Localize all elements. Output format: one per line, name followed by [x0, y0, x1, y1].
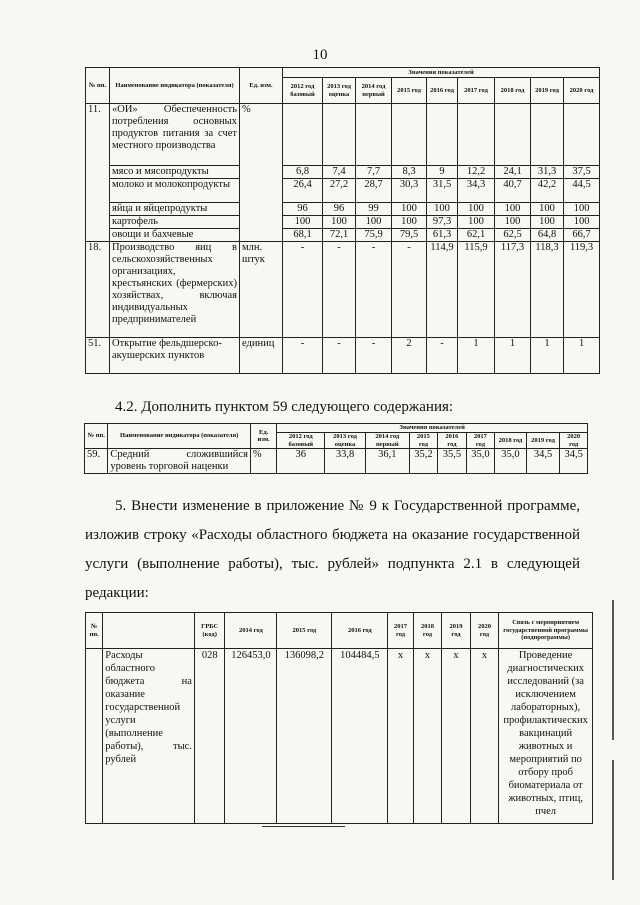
value-cell: 35,5 [438, 449, 467, 474]
value-cell: 36 [277, 449, 325, 474]
value-cell: - [283, 338, 323, 374]
year-header: 2019 год [531, 78, 564, 104]
row-number: 11. [86, 104, 110, 242]
row-number: 51. [86, 338, 110, 374]
value-cell: 42,2 [531, 179, 564, 203]
value-cell: 33,8 [325, 449, 366, 474]
year-header: 2015 год [277, 613, 332, 649]
value-cell: 100 [458, 203, 495, 216]
value-cell: 62,5 [495, 229, 531, 242]
value-cell: 6,8 [283, 166, 323, 179]
value-cell: - [323, 242, 356, 338]
col-num-header: № пп. [86, 613, 103, 649]
sub-item-label: молоко и молокопродукты [110, 179, 240, 203]
paragraph-5: 5. Внести изменение в приложение № 9 к Государственной программе, изложив строку «Расходы областного бюджета на оказание государственной услуги (выполнение работы), тыс. рублей» подпункта 2.1 в следующей редакции: [85, 498, 580, 601]
year-header: 2018 год [413, 613, 442, 649]
value-cell: x [388, 649, 413, 824]
value-cell: 100 [495, 203, 531, 216]
program-link: Проведение диагностических исследований (за исключением лабораторных), профилактических вакцинаций животных и мероприятий по отбору проб биоматериала от животных, птиц, пчел [499, 649, 593, 824]
table-row [86, 179, 600, 203]
page-number: 10 [312, 47, 328, 63]
indicators-table [85, 67, 600, 374]
year-header: 2018 год [495, 78, 531, 104]
value-cell: 31,5 [427, 179, 458, 203]
year-header: 2020 год [560, 433, 588, 449]
value-cell: - [323, 338, 356, 374]
col-unit-header: Ед. изм. [240, 68, 283, 104]
value-cell: 66,7 [564, 229, 600, 242]
value-cell: 100 [427, 203, 458, 216]
table-row [86, 104, 600, 166]
table-row [85, 449, 588, 474]
table-row [86, 338, 600, 374]
value-cell: 7,4 [323, 166, 356, 179]
value-cell: 9 [427, 166, 458, 179]
row-number: 18. [86, 242, 110, 338]
sub-item-label: яйца и яйцепродукты [110, 203, 240, 216]
col-name-header: Наименование индикатора (показателя) [108, 424, 251, 449]
year-header: 2016 год [427, 78, 458, 104]
indicator-name: Открытие фельдшерско-акушерских пунктов [110, 338, 240, 374]
value-cell: x [413, 649, 442, 824]
value-cell: 100 [283, 216, 323, 229]
value-cell: 62,1 [458, 229, 495, 242]
expense-name: Расходы областного бюджета на оказание государственной услуги (выполнение работы), тыс. рублей [103, 649, 195, 824]
indicator-59-table [84, 423, 588, 474]
col-name-header [103, 613, 195, 649]
values-group-header: Значения показателей [283, 68, 600, 78]
table-row [86, 242, 600, 338]
value-cell: - [356, 338, 392, 374]
sub-item-label: овощи и бахчевые [110, 229, 240, 242]
row-number: 59. [85, 449, 108, 474]
col-grbs-header: ГРБС (код) [194, 613, 225, 649]
section-heading-4-2: 4.2. Дополнить пунктом 59 следующего содержания: [115, 399, 454, 415]
grbs-code: 028 [194, 649, 225, 824]
value-cell: 35,0 [466, 449, 495, 474]
col-link-header: Связь с мероприятием государственной программы (подпрограммы) [499, 613, 593, 649]
value-cell: 1 [531, 338, 564, 374]
budget-table [85, 612, 593, 824]
indicator-name: Производство яиц в сельскохозяйственных организациях, крестьянских (фермерских) хозяйствах, включая индивидуальных предпринимателей [110, 242, 240, 338]
year-header: 2017 год [466, 433, 495, 449]
value-cell: 1 [564, 338, 600, 374]
value-cell: 100 [458, 216, 495, 229]
value-cell: 35,0 [495, 449, 527, 474]
year-header: 2013 год оценка [325, 433, 366, 449]
table-row [86, 203, 600, 216]
year-header: 2020 год [470, 613, 499, 649]
year-header: 2020 год [564, 78, 600, 104]
value-cell: 1 [458, 338, 495, 374]
value-cell: 100 [323, 216, 356, 229]
value-cell: 119,3 [564, 242, 600, 338]
value-cell: 34,3 [458, 179, 495, 203]
year-header: 2014 год первый [356, 78, 392, 104]
table-row [86, 216, 600, 229]
value-cell: 30,3 [392, 179, 427, 203]
indicator-name: Средний сложившийся уровень торговой наценки [108, 449, 251, 474]
values-group-header: Значения показателей [277, 424, 588, 433]
value-cell: - [427, 338, 458, 374]
table-row [86, 649, 593, 824]
col-name-header: Наименование индикатора (показателя) [110, 68, 240, 104]
col-num-header: № пп. [85, 424, 108, 449]
value-cell: 104484,5 [332, 649, 388, 824]
value-cell: 37,5 [564, 166, 600, 179]
value-cell: 100 [392, 203, 427, 216]
value-cell: 100 [564, 203, 600, 216]
year-header: 2017 год [388, 613, 413, 649]
sub-item-label: мясо и мясопродукты [110, 166, 240, 179]
value-cell: 34,5 [526, 449, 560, 474]
bottom-rule [262, 826, 345, 827]
value-cell: 72,1 [323, 229, 356, 242]
value-cell: 26,4 [283, 179, 323, 203]
value-cell: 68,1 [283, 229, 323, 242]
col-num-header: № пп. [86, 68, 110, 104]
year-header: 2018 год [495, 433, 527, 449]
scan-edge-mark [612, 600, 614, 740]
value-cell: x [470, 649, 499, 824]
col-unit-header: Ед. изм. [250, 424, 276, 449]
year-header: 2019 год [442, 613, 471, 649]
value-cell: 36,1 [365, 449, 409, 474]
value-cell: x [442, 649, 471, 824]
year-header: 2012 год базовый [277, 433, 325, 449]
year-header: 2017 год [458, 78, 495, 104]
value-cell: 100 [356, 216, 392, 229]
indicator-name: «ОИ» Обеспеченность потребления основных продуктов питания за счет местного производства [110, 104, 240, 166]
unit-cell: млн. штук [240, 242, 283, 338]
value-cell: - [392, 242, 427, 338]
value-cell: - [283, 242, 323, 338]
year-header: 2014 год [225, 613, 277, 649]
value-cell: 96 [323, 203, 356, 216]
scan-edge-mark [612, 760, 614, 880]
value-cell: 44,5 [564, 179, 600, 203]
value-cell: 24,1 [495, 166, 531, 179]
value-cell: 64,8 [531, 229, 564, 242]
value-cell: 35,2 [409, 449, 438, 474]
value-cell: 97,3 [427, 216, 458, 229]
value-cell: 96 [283, 203, 323, 216]
value-cell: 79,5 [392, 229, 427, 242]
year-header: 2016 год [332, 613, 388, 649]
value-cell: 7,7 [356, 166, 392, 179]
value-cell: 1 [495, 338, 531, 374]
value-cell: 31,3 [531, 166, 564, 179]
value-cell: 100 [531, 203, 564, 216]
year-header: 2016 год [438, 433, 467, 449]
year-header: 2013 год оценка [323, 78, 356, 104]
value-cell: 100 [531, 216, 564, 229]
unit-cell: % [250, 449, 276, 474]
value-cell: 99 [356, 203, 392, 216]
value-cell: 2 [392, 338, 427, 374]
year-header: 2015 год [392, 78, 427, 104]
value-cell: 75,9 [356, 229, 392, 242]
sub-item-label: картофель [110, 216, 240, 229]
year-header: 2012 год базовый [283, 78, 323, 104]
value-cell: - [356, 242, 392, 338]
table-row [86, 229, 600, 242]
year-header: 2015 год [409, 433, 438, 449]
value-cell: 117,3 [495, 242, 531, 338]
value-cell: 136098,2 [277, 649, 332, 824]
year-header: 2014 год первый [365, 433, 409, 449]
value-cell: 115,9 [458, 242, 495, 338]
value-cell: 100 [495, 216, 531, 229]
value-cell: 8,3 [392, 166, 427, 179]
value-cell: 34,5 [560, 449, 588, 474]
value-cell: 40,7 [495, 179, 531, 203]
value-cell: 100 [392, 216, 427, 229]
year-header: 2019 год [526, 433, 560, 449]
value-cell: 12,2 [458, 166, 495, 179]
value-cell: 100 [564, 216, 600, 229]
row-number [86, 649, 103, 824]
unit-cell: % [240, 104, 283, 242]
table-row [86, 166, 600, 179]
value-cell: 126453,0 [225, 649, 277, 824]
unit-cell: единиц [240, 338, 283, 374]
value-cell: 27,2 [323, 179, 356, 203]
value-cell: 114,9 [427, 242, 458, 338]
value-cell: 118,3 [531, 242, 564, 338]
value-cell: 61,3 [427, 229, 458, 242]
value-cell: 28,7 [356, 179, 392, 203]
